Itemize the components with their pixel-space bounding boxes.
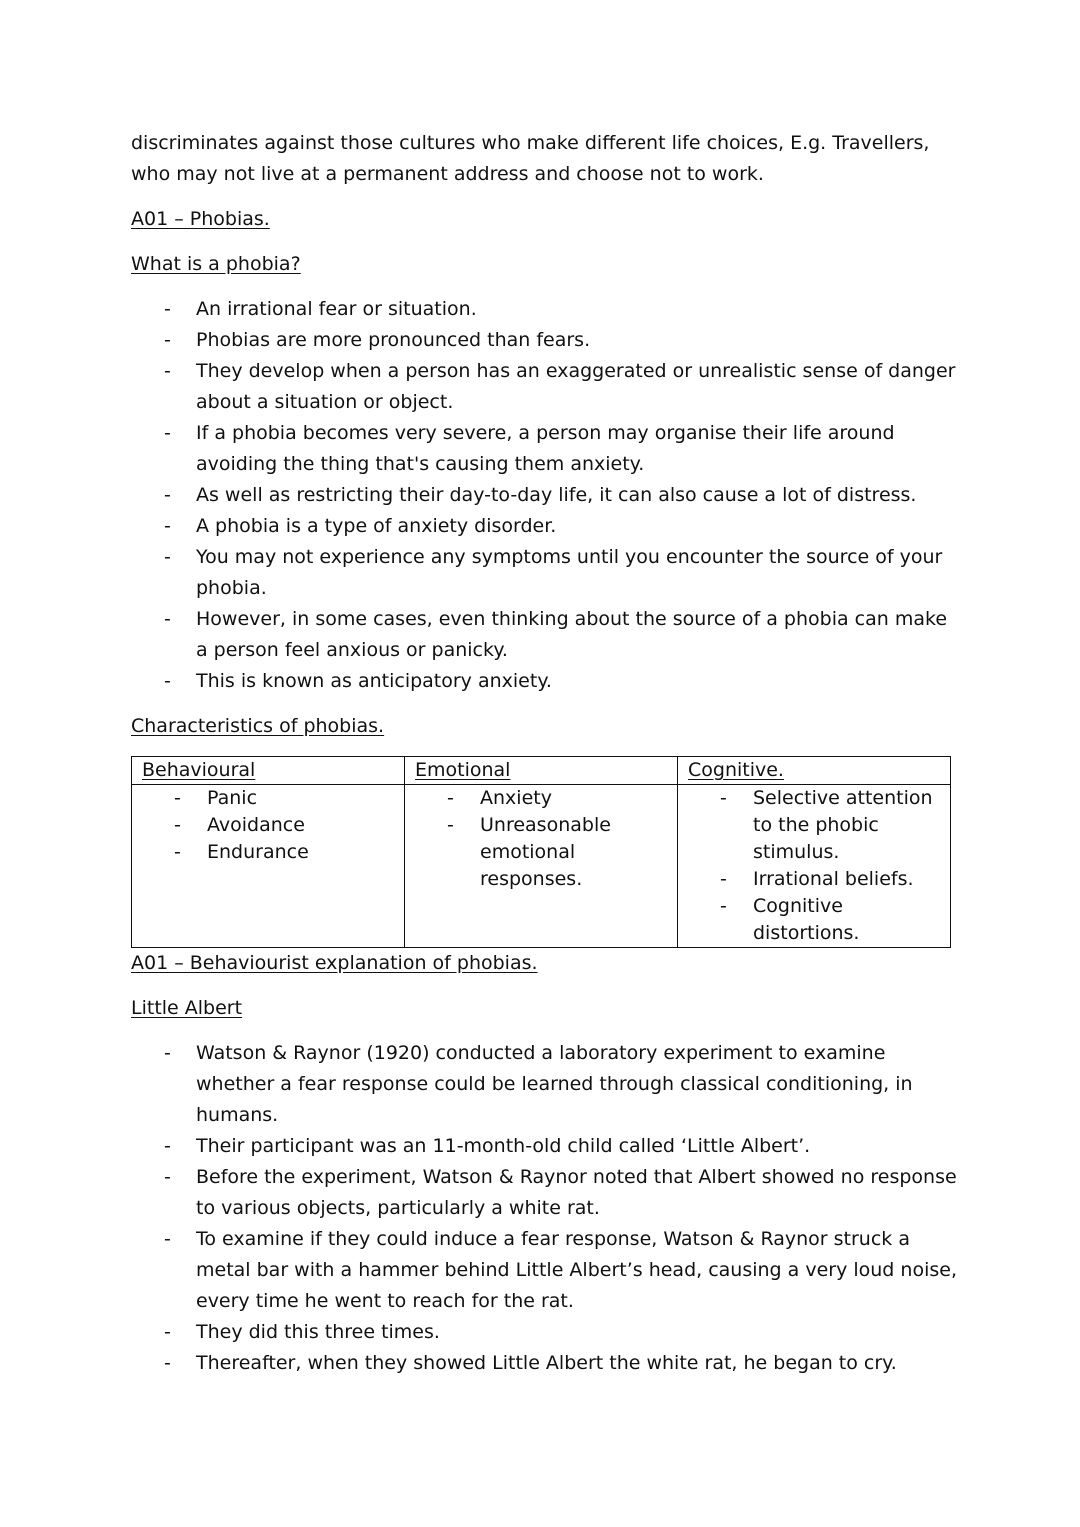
list-item: - They did this three times. (131, 1317, 961, 1348)
behavioural-list (132, 785, 396, 866)
list-item: - To examine if they could induce a fear response, Watson & Raynor struck a metal bar with a hammer behind Little Albert’s head, causing a very loud noise, every time he went to reach for the rat. (131, 1224, 961, 1317)
list-item: - Panic (132, 785, 396, 812)
behaviourist-heading: A01 – Behaviourist explanation of phobias. (131, 952, 538, 974)
emotional-cell (405, 785, 678, 948)
list-item: - As well as restricting their day-to-day life, it can also cause a lot of distress. (131, 480, 961, 511)
phobia-definition-list (131, 294, 961, 697)
list-item: - They develop when a person has an exaggerated or unrealistic sense of danger about a situation or object. (131, 356, 961, 418)
emotional-column-header: Emotional (405, 757, 678, 785)
little-albert-subheading: Little Albert (131, 997, 243, 1019)
emotional-list (405, 785, 669, 893)
cognitive-column-header: Cognitive. (678, 757, 951, 785)
list-item: - Endurance (132, 839, 396, 866)
page-content (131, 128, 961, 1393)
list-item: - Their participant was an 11-month-old child called ‘Little Albert’. (131, 1131, 961, 1162)
list-item: - An irrational fear or situation. (131, 294, 961, 325)
list-item: - Avoidance (132, 812, 396, 839)
behavioural-column-header: Behavioural (132, 757, 405, 785)
list-item: - If a phobia becomes very severe, a person may organise their life around avoiding the thing that's causing them anxiety. (131, 418, 961, 480)
table-header-row (132, 757, 951, 785)
little-albert-list (131, 1038, 961, 1379)
characteristics-table (131, 756, 951, 948)
phobias-heading: A01 – Phobias. (131, 208, 270, 230)
list-item: - Watson & Raynor (1920) conducted a laboratory experiment to examine whether a fear response could be learned through classical conditioning, in humans. (131, 1038, 961, 1131)
list-item: - You may not experience any symptoms until you encounter the source of your phobia. (131, 542, 961, 604)
list-item: - Unreasonable emotional responses. (405, 812, 669, 893)
list-item: - Irrational beliefs. (678, 866, 942, 893)
list-item: - A phobia is a type of anxiety disorder. (131, 511, 961, 542)
intro-paragraph: discriminates against those cultures who make different life choices, E.g. Travellers, who may not live at a permanent address and choose not to work. (131, 132, 930, 185)
list-item: - This is known as anticipatory anxiety. (131, 666, 961, 697)
cognitive-cell (678, 785, 951, 948)
cognitive-list (678, 785, 942, 947)
what-is-phobia-subheading: What is a phobia? (131, 253, 301, 275)
characteristics-heading: Characteristics of phobias. (131, 715, 385, 737)
table-row (132, 785, 951, 948)
list-item: - Phobias are more pronounced than fears. (131, 325, 961, 356)
list-item: - However, in some cases, even thinking about the source of a phobia can make a person feel anxious or panicky. (131, 604, 961, 666)
behavioural-cell (132, 785, 405, 948)
list-item: - Thereafter, when they showed Little Albert the white rat, he began to cry. (131, 1348, 961, 1379)
list-item: - Selective attention to the phobic stimulus. (678, 785, 942, 866)
list-item: - Anxiety (405, 785, 669, 812)
list-item: - Before the experiment, Watson & Raynor noted that Albert showed no response to various objects, particularly a white rat. (131, 1162, 961, 1224)
list-item: - Cognitive distortions. (678, 893, 942, 947)
